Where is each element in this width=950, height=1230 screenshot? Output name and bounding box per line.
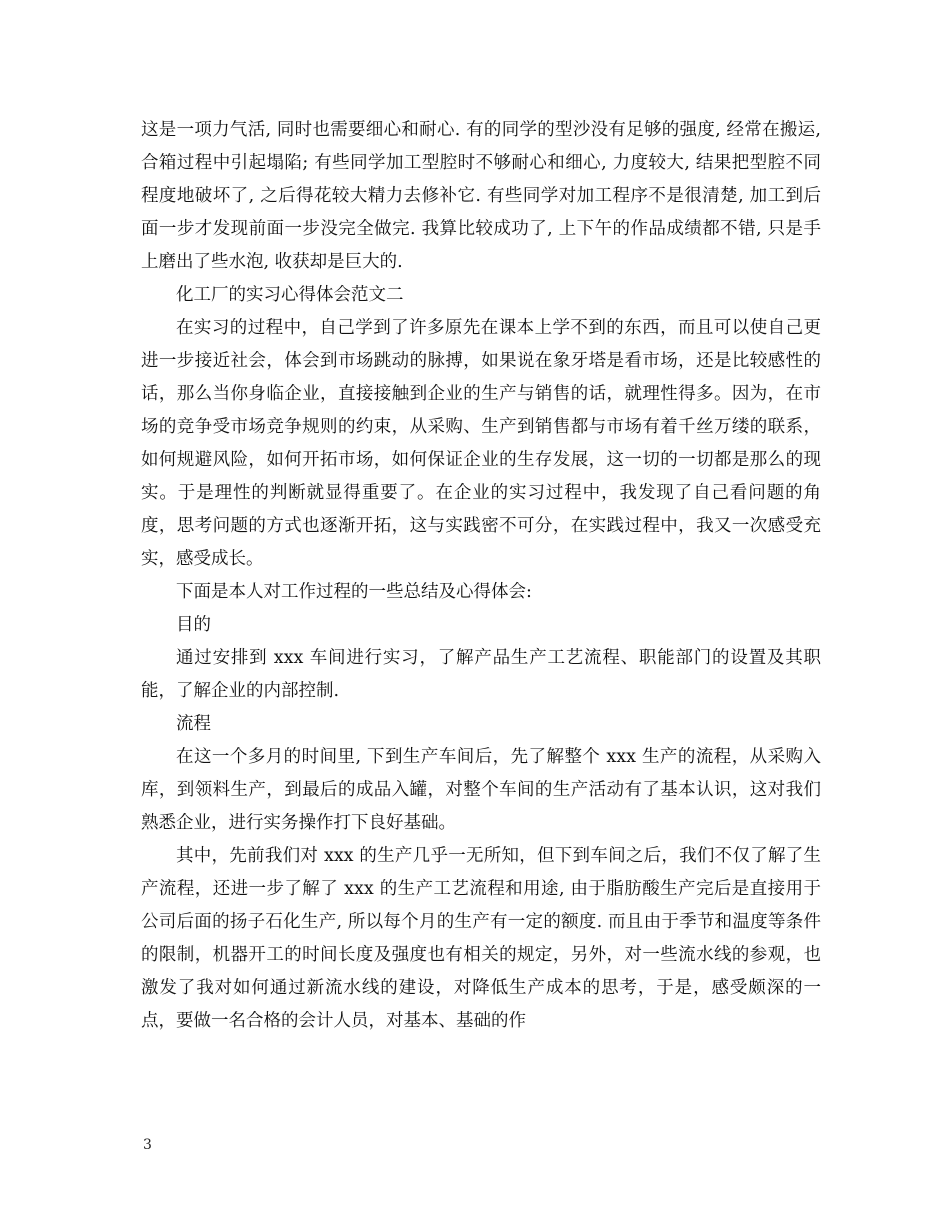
- page-number: 3: [143, 1137, 152, 1153]
- heading-process: 流程: [176, 714, 211, 734]
- paragraph-casting-practice: 这是一项力气活, 同时也需要细心和耐心. 有的同学的型沙没有足够的强度, 经常在搬运, 合箱过程中引起塌陷; 有些同学加工型腔时不够耐心和细心, 力度较大, 结果把型腔不同程度地破坏了, 之后得花较大精力去修补它. 有些同学对加工程序不是很清楚, 加工到后面一步才发现前面一步没完全做完. 我算比较成功了, 上下午的作品成绩都不错, 只是手上磨出了些水泡, 收获却是巨大的.: [141, 120, 821, 272]
- paragraph-internship-reflection: 在实习的过程中，自己学到了许多原先在课本上学不到的东西，而且可以使自己更进一步接近社会，体会到市场跳动的脉搏，如果说在象牙塔是看市场，还是比较感性的话，那么当你身临企业，直接接触到企业的生产与销售的话，就理性得多。因为，在市场的竞争受市场竞争规则的约束，从采购、生产到销售都与市场有着千丝万缕的联系，如何规避风险，如何开拓市场，如何保证企业的生存发展，这一切的一切都是那么的现实。于是理性的判断就显得重要了。在企业的实习过程中，我发现了自己看问题的角度，思考问题的方式也逐渐开拓，这与实践密不可分，在实践过程中，我又一次感受充实，感受成长。: [141, 318, 821, 569]
- paragraph-production-details: 其中，先前我们对 xxx 的生产几乎一无所知，但下到车间之后，我们不仅了解了生产流程，还进一步了解了 xxx 的生产工艺流程和用途, 由于脂肪酸生产完后是直接用于公司后面的扬子石化生产, 所以每个月的生产有一定的额度. 而且由于季节和温度等条件的限制，机器开工的时间长度及强度也有相关的规定，另外，对一些流水线的参观，也激发了我对如何通过新流水线的建设，对降低生产成本的思考，于是，感受颇深的一点，要做一名合格的会计人员，对基本、基础的作: [141, 846, 821, 1031]
- paragraph-purpose: 通过安排到 xxx 车间进行实习，了解产品生产工艺流程、职能部门的设置及其职能，了解企业的内部控制.: [141, 648, 821, 701]
- document-body: [141, 114, 821, 1038]
- heading-purpose: 目的: [176, 615, 211, 635]
- section-title-essay-two: 化工厂的实习心得体会范文二: [176, 285, 404, 305]
- paragraph-process: 在这一个多月的时间里, 下到生产车间后，先了解整个 xxx 生产的流程，从采购入库，到领料生产，到最后的成品入罐，对整个车间的生产活动有了基本认识，这对我们熟悉企业，进行实务操作打下良好基础。: [141, 747, 821, 833]
- summary-intro: 下面是本人对工作过程的一些总结及心得体会:: [176, 582, 532, 602]
